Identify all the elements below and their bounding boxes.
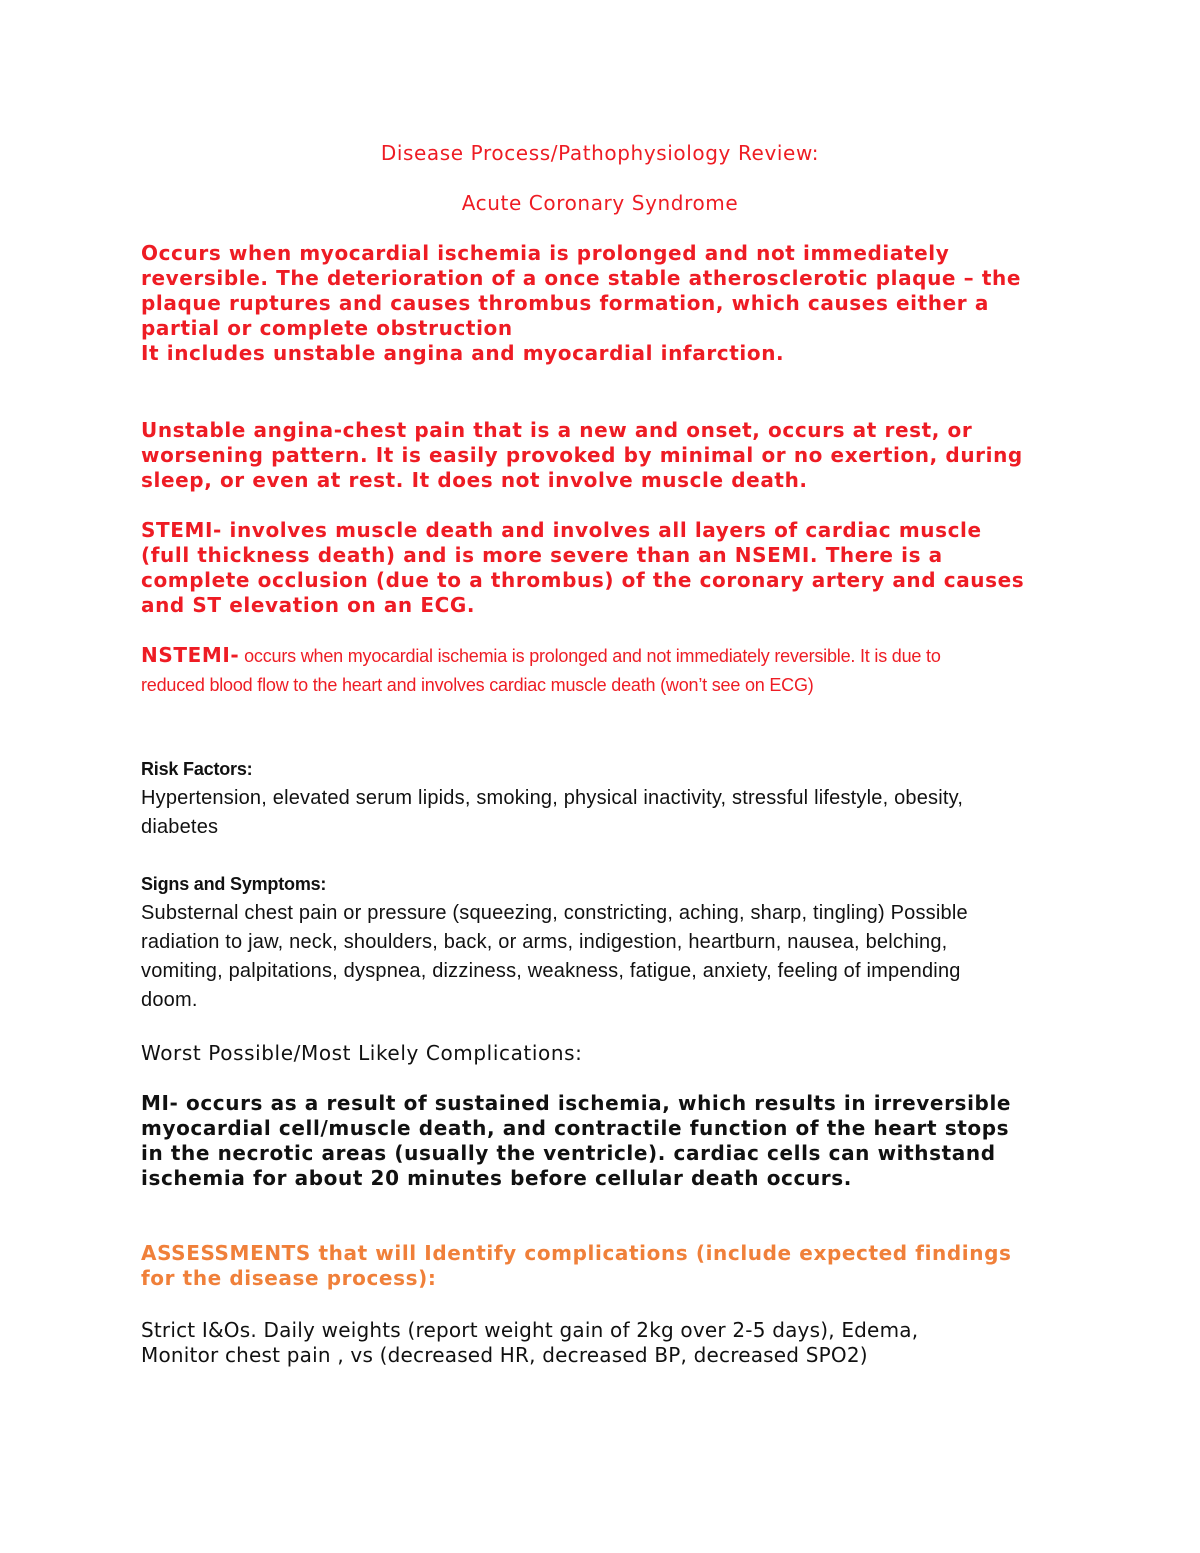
- document-subtitle: Acute Coronary Syndrome: [461, 191, 739, 215]
- unstable-angina-line: Unstable angina-chest pain that is a new and onset, occurs at rest, or: [141, 418, 973, 442]
- nstemi-label: NSTEMI-: [141, 643, 240, 667]
- stemi-line: and ST elevation on an ECG.: [141, 593, 476, 617]
- signs-symptoms-line: Substernal chest pain or pressure (squeezing, constricting, aching, sharp, tingling) Possible: [141, 902, 968, 924]
- unstable-angina-line: sleep, or even at rest. It does not involve muscle death.: [141, 468, 808, 492]
- complications-line: ischemia for about 20 minutes before cellular death occurs.: [141, 1166, 852, 1190]
- stemi-paragraph: [141, 518, 1061, 618]
- signs-symptoms-heading: Signs and Symptoms:: [141, 874, 327, 894]
- assessments-paragraph: [141, 1318, 1061, 1368]
- signs-symptoms-line: doom.: [141, 989, 198, 1011]
- intro-line: partial or complete obstruction: [141, 316, 513, 340]
- unstable-angina-line: worsening pattern. It is easily provoked by minimal or no exertion, during: [141, 443, 1023, 467]
- stemi-line: STEMI- involves muscle death and involves all layers of cardiac muscle: [141, 518, 982, 542]
- assessments-heading: [141, 1241, 1061, 1291]
- intro-paragraph: [141, 241, 1061, 366]
- signs-symptoms-line: vomiting, palpitations, dyspnea, dizziness, weakness, fatigue, anxiety, feeling of impending: [141, 960, 961, 982]
- complications-line: MI- occurs as a result of sustained ischemia, which results in irreversible: [141, 1091, 1012, 1115]
- risk-factors-section: [141, 755, 1061, 842]
- unstable-angina-paragraph: [141, 418, 1061, 493]
- intro-line: Occurs when myocardial ischemia is prolonged and not immediately: [141, 241, 950, 265]
- nstemi-line: [141, 642, 1061, 671]
- intro-line: reversible. The deterioration of a once stable atherosclerotic plaque – the: [141, 266, 1021, 290]
- intro-line: It includes unstable angina and myocardial infarction.: [141, 341, 785, 365]
- complications-line: in the necrotic areas (usually the ventricle). cardiac cells can withstand: [141, 1141, 996, 1165]
- complications-heading: Worst Possible/Most Likely Complications:: [141, 1041, 583, 1065]
- nstemi-text: occurs when myocardial ischemia is prolonged and not immediately reversible. It is due to: [239, 646, 941, 666]
- assessments-heading-line: ASSESSMENTS that will Identify complications (include expected findings: [141, 1241, 1012, 1265]
- stemi-line: (full thickness death) and is more severe than an NSEMI. There is a: [141, 543, 943, 567]
- risk-factors-line: diabetes: [141, 816, 219, 838]
- assessments-heading-line: for the disease process):: [141, 1266, 437, 1290]
- document-title: Disease Process/Pathophysiology Review:: [380, 141, 820, 165]
- complications-paragraph: [141, 1091, 1061, 1191]
- assessments-line: Monitor chest pain , vs (decreased HR, decreased BP, decreased SPO2): [141, 1343, 868, 1367]
- nstemi-paragraph: [141, 642, 1061, 700]
- signs-symptoms-line: radiation to jaw, neck, shoulders, back, or arms, indigestion, heartburn, nausea, belching,: [141, 931, 948, 953]
- intro-line: plaque ruptures and causes thrombus formation, which causes either a: [141, 291, 989, 315]
- nstemi-line: reduced blood flow to the heart and involves cardiac muscle death (won’t see on ECG): [141, 675, 814, 695]
- stemi-line: complete occlusion (due to a thrombus) of the coronary artery and causes: [141, 568, 1025, 592]
- complications-line: myocardial cell/muscle death, and contractile function of the heart stops: [141, 1116, 1010, 1140]
- risk-factors-line: Hypertension, elevated serum lipids, smoking, physical inactivity, stressful lifestyle, obesity,: [141, 787, 964, 809]
- risk-factors-heading: Risk Factors:: [141, 759, 253, 779]
- assessments-line: Strict I&Os. Daily weights (report weight gain of 2kg over 2-5 days), Edema,: [141, 1318, 919, 1342]
- signs-symptoms-section: [141, 870, 1061, 1015]
